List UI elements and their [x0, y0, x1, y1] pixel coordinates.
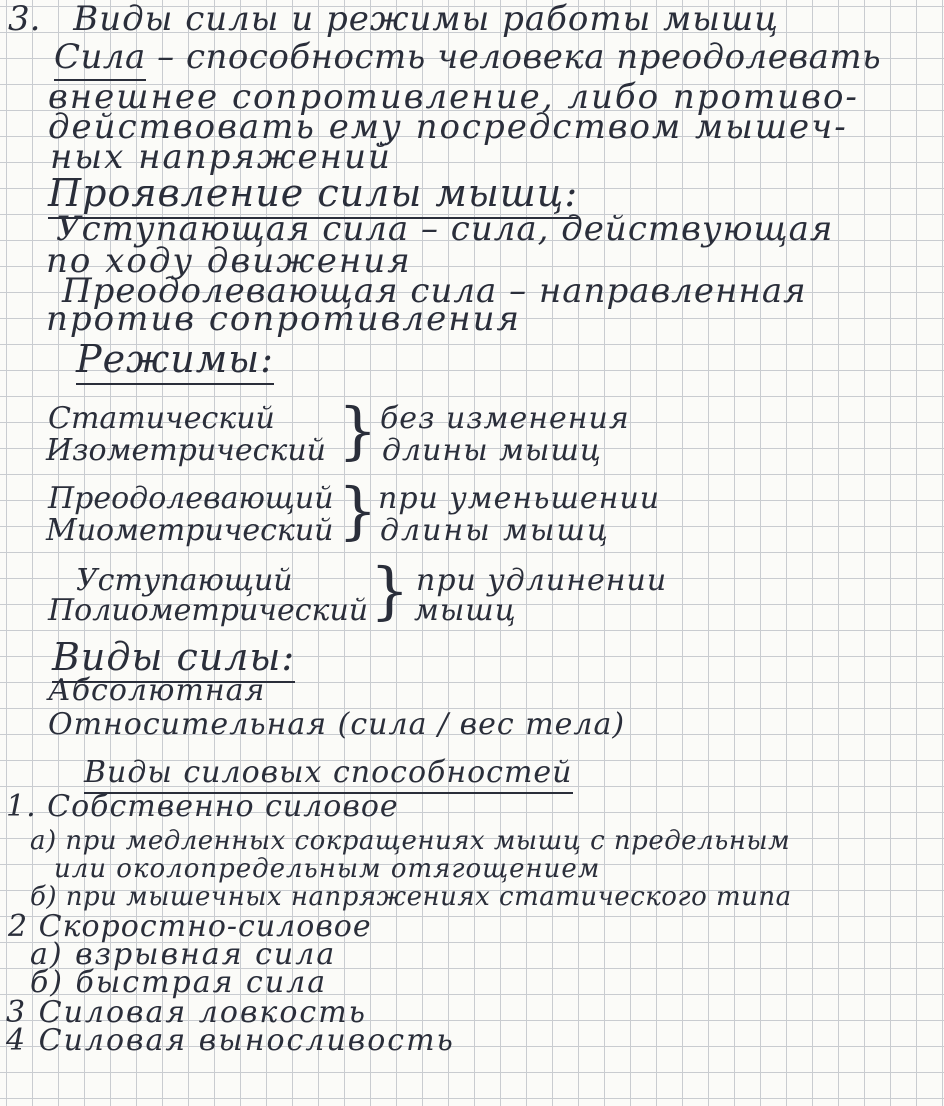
modes-title: Режимы: — [76, 340, 274, 378]
ability-line-7: б) быстрая сила — [30, 965, 328, 1000]
manifestation-1-line-1: Уступающая сила – сила, действующая — [56, 209, 834, 249]
heading-text: Виды силы и режимы работы мышц — [73, 0, 779, 39]
manifestations-title: Проявление силы мышц: — [48, 174, 578, 212]
manifestation-1-line-2: по ходу движения — [46, 241, 412, 281]
ability-line-9: 4 Силовая выносливость — [6, 1023, 455, 1058]
mode-3-name-b: Полиометрический — [48, 593, 369, 628]
abilities-title: Виды силовых способностей — [84, 758, 573, 788]
definition-line-1 — [54, 37, 882, 77]
ability-line-8: 3 Силовая ловкость — [6, 995, 367, 1030]
mode-2-desc-1: при уменьшении — [378, 481, 661, 516]
mode-3-desc-2: мышц — [414, 593, 517, 628]
force-type-1: Абсолютная — [48, 673, 266, 708]
ability-line-4: б) при мышечных напряжениях статического типа — [30, 882, 792, 912]
ability-line-3: или околопредельным отягощением — [54, 854, 601, 884]
mode-3-desc-1: при удлинении — [416, 563, 668, 598]
mode-3-name-a: Уступающий — [76, 563, 293, 598]
definition-line-2: внешнее сопротивление, либо противо- — [48, 77, 859, 117]
ability-line-6: а) взрывная сила — [30, 937, 337, 972]
definition-term: Сила — [54, 37, 146, 81]
force-types-title: Виды силы: — [52, 638, 295, 676]
heading-number: 3. — [8, 0, 41, 39]
definition-rest: – способность человека преодолевать — [145, 37, 882, 77]
mode-1-name-b: Изометрический — [46, 433, 326, 468]
mode-2-desc-2: длины мышц — [380, 513, 610, 548]
mode-2-brace: } — [338, 474, 378, 547]
heading — [8, 0, 779, 39]
ability-line-1: 1. Собственно силовое — [6, 789, 399, 824]
ability-line-5: 2 Скоростно-силовое — [8, 909, 372, 944]
mode-3-brace: } — [370, 554, 410, 627]
mode-1-name-a: Статический — [48, 401, 275, 436]
definition-line-4: ных напряжений — [50, 137, 392, 177]
definition-line-3: действовать ему посредством мышеч- — [48, 107, 848, 147]
manifestation-2-line-1: Преодолевающая сила – направленная — [62, 271, 807, 311]
mode-1-desc-1: без изменения — [380, 401, 630, 436]
manifestation-2-line-2: против сопротивления — [46, 299, 522, 339]
mode-2-name-b: Миометрический — [46, 513, 334, 548]
mode-2-name-a: Преодолевающий — [48, 481, 334, 516]
ability-line-2: а) при медленных сокращениях мышц с предельным — [30, 826, 791, 856]
mode-1-brace: } — [338, 394, 378, 467]
force-type-2: Относительная (сила / вес тела) — [48, 707, 626, 742]
mode-1-desc-2: длины мышц — [382, 433, 602, 468]
